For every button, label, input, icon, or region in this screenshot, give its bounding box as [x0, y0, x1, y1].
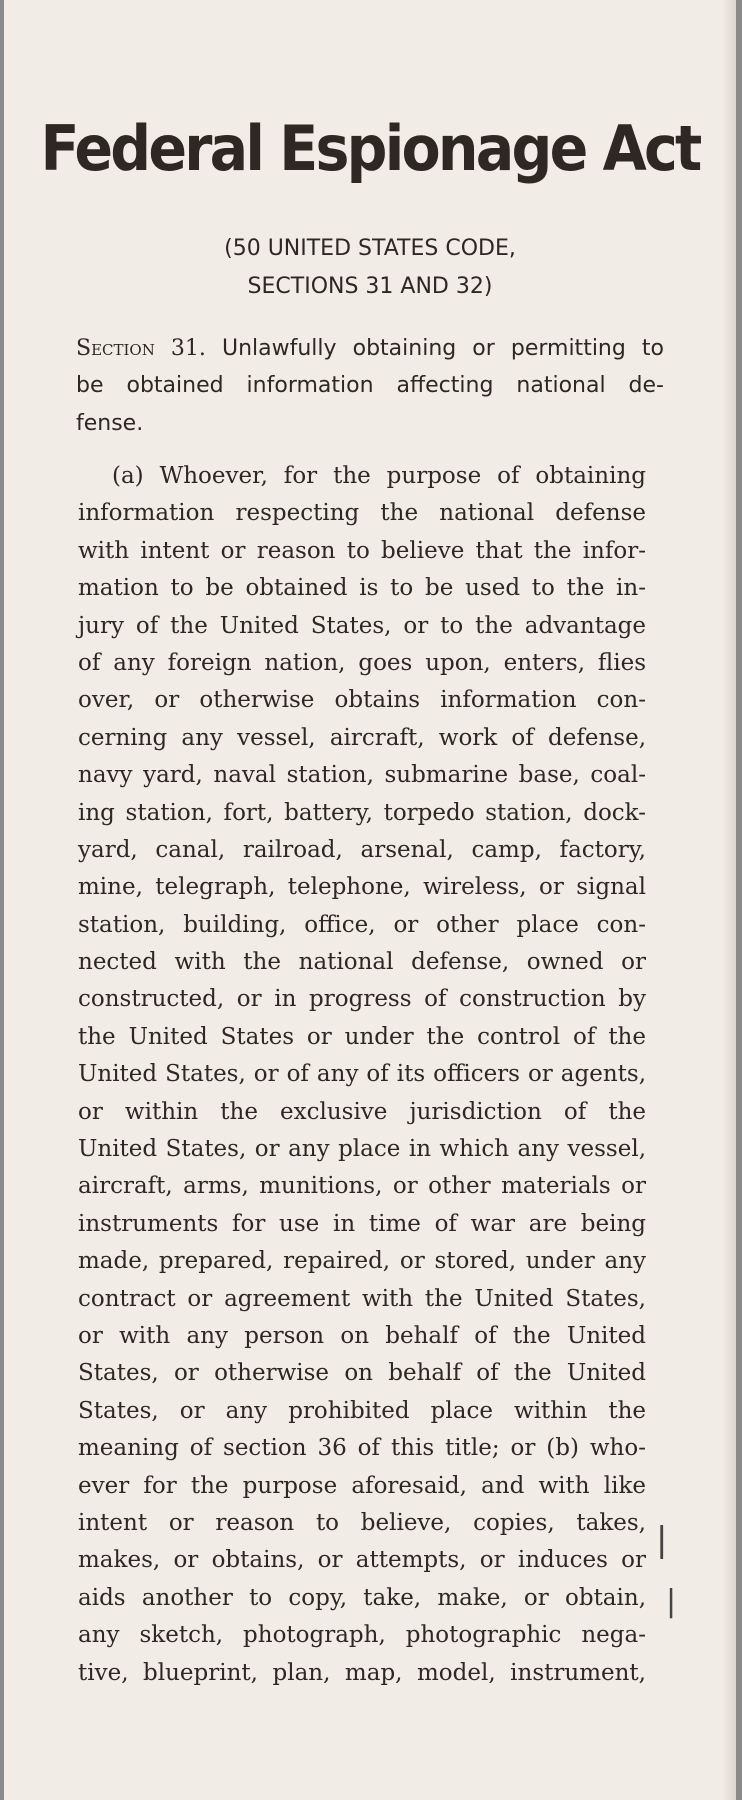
body-line: constructed, or in progress of construction by: [78, 986, 646, 1013]
body-line: makes, or obtains, or attempts, or induces or: [78, 1547, 646, 1574]
body-line: station, building, office, or other place con-: [78, 911, 646, 938]
body-line: United States, or any place in which any vessel,: [78, 1136, 646, 1163]
body-line: aircraft, arms, munitions, or other materials or: [78, 1173, 646, 1200]
body-line: contract or agreement with the United States,: [78, 1285, 646, 1312]
body-line: nected with the national defense, owned or: [78, 949, 646, 976]
body-line: with intent or reason to believe that the infor-: [78, 537, 646, 564]
body-line: tive, blueprint, plan, map, model, instrument,: [78, 1659, 646, 1686]
section-heading: [76, 330, 664, 443]
body-line: yard, canal, railroad, arsenal, camp, factory,: [78, 836, 646, 863]
pencil-mark: |: [656, 1520, 668, 1560]
body-line: mine, telegraph, telephone, wireless, or signal: [78, 874, 646, 901]
body-line: of any foreign nation, goes upon, enters, flies: [78, 649, 646, 676]
body-line: ever for the purpose aforesaid, and with like: [78, 1472, 646, 1499]
body-line: meaning of section 36 of this title; or (b) who-: [78, 1435, 646, 1462]
body-line: mation to be obtained is to be used to the in-: [78, 575, 646, 602]
section-heading-line: fense.: [76, 410, 144, 436]
body-line: or with any person on behalf of the United: [78, 1322, 646, 1349]
body-line: the United States or under the control of the: [78, 1023, 646, 1050]
body-line: (a) Whoever, for the purpose of obtaining: [112, 463, 646, 489]
body-line: ing station, fort, battery, torpedo station, dock-: [78, 799, 646, 826]
body-line: aids another to copy, take, make, or obtain,: [78, 1584, 646, 1611]
section-body: [78, 458, 646, 1692]
body-line: information respecting the national defense: [78, 500, 646, 527]
body-line: intent or reason to believe, copies, takes,: [78, 1509, 646, 1536]
document-page: [4, 0, 736, 1800]
body-line: or within the exclusive jurisdiction of the: [78, 1098, 646, 1125]
body-line: United States, or of any of its officers or agents,: [78, 1061, 646, 1088]
body-line: navy yard, naval station, submarine base, coal-: [78, 762, 646, 789]
body-line: cerning any vessel, aircraft, work of defense,: [78, 724, 646, 751]
subtitle-line: SECTIONS 31 AND 32): [247, 274, 493, 299]
section-label: Section 31.: [76, 336, 206, 361]
body-line: States, or otherwise on behalf of the United: [78, 1360, 646, 1387]
document-title: Federal Espionage Act: [40, 112, 700, 185]
section-heading-line: be obtained information affecting national de-: [76, 373, 664, 399]
body-line: any sketch, photograph, photographic nega-: [78, 1622, 646, 1649]
body-line: jury of the United States, or to the advantage: [78, 612, 646, 639]
section-heading-text: Unlawfully obtaining or permitting to: [221, 336, 664, 361]
section-heading-line: [76, 330, 664, 367]
pencil-mark: |: [666, 1584, 677, 1619]
subtitle-line: (50 UNITED STATES CODE,: [224, 236, 516, 261]
document-subtitle: [4, 230, 736, 306]
body-line: made, prepared, repaired, or stored, under any: [78, 1248, 646, 1275]
body-line: over, or otherwise obtains information con-: [78, 687, 646, 714]
body-line: instruments for use in time of war are being: [78, 1210, 646, 1237]
body-line: States, or any prohibited place within the: [78, 1397, 646, 1424]
